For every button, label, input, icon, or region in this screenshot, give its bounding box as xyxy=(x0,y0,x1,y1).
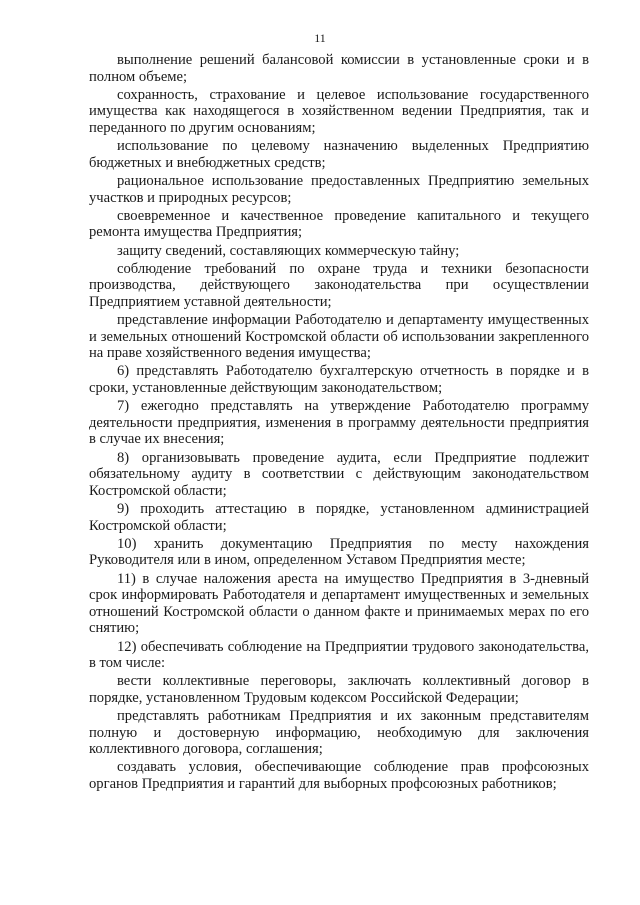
paragraph: представление информации Работодателю и департаменту имущественных и земельных отношений Костромской области об использовании закрепленного на праве хозяйственного ведения имущества; xyxy=(89,312,589,362)
paragraph: вести коллективные переговоры, заключать коллективный договор в порядке, установленном Трудовым кодексом Российской Федерации; xyxy=(89,673,589,706)
paragraph: 10) хранить документацию Предприятия по месту нахождения Руководителя или в ином, определенном Уставом Предприятия месте; xyxy=(89,535,589,569)
paragraph: 11) в случае наложения ареста на имущество Предприятия в 3-дневный срок информировать Работодателя и департамент имущественных и земельных отношений Костромской области о данном факте и принимаемых мерах по его снятию; xyxy=(89,570,589,637)
paragraph: 12) обеспечивать соблюдение на Предприятии трудового законодательства, в том числе: xyxy=(89,638,589,672)
document-body xyxy=(89,52,589,794)
paragraph: защиту сведений, составляющих коммерческую тайну; xyxy=(117,242,460,259)
paragraph: своевременное и качественное проведение капитального и текущего ремонта имущества Предприятия; xyxy=(89,207,589,241)
paragraph: выполнение решений балансовой комиссии в установленные сроки и в полном объеме; xyxy=(89,52,589,85)
paragraph: 9) проходить аттестацию в порядке, установленном администрацией Костромской области; xyxy=(89,500,589,534)
paragraph: сохранность, страхование и целевое использование государственного имущества как находящегося в хозяйственном ведении Предприятия, так и переданного по другим основаниям; xyxy=(89,86,589,136)
paragraph: рациональное использование предоставленных Предприятию земельных участков и природных ресурсов; xyxy=(89,172,589,206)
paragraph: 6) представлять Работодателю бухгалтерскую отчетность в порядке и в сроки, установленные действующим законодательством; xyxy=(89,363,589,397)
paragraph: использование по целевому назначению выделенных Предприятию бюджетных и внебюджетных средств; xyxy=(89,138,589,171)
paragraph: создавать условия, обеспечивающие соблюдение прав профсоюзных органов Предприятия и гарантий для выборных профсоюзных работников; xyxy=(89,759,589,793)
paragraph: соблюдение требований по охране труда и техники безопасности производства, действующего законодательства при осуществлении Предприятием уставной деятельности; xyxy=(89,260,589,310)
paragraph: 7) ежегодно представлять на утверждение Работодателю программу деятельности предприятия, изменения в программу деятельности предприятия в случае их внесения; xyxy=(89,398,589,448)
paragraph: 8) организовывать проведение аудита, если Предприятие подлежит обязательному аудиту в соответствии с действующим законодательством Костромской области; xyxy=(89,449,589,499)
paragraph: представлять работникам Предприятия и их законным представителям полную и достоверную информацию, необходимую для заключения коллективного договора, соглашения; xyxy=(89,708,589,758)
page-number: 11 xyxy=(314,31,326,45)
